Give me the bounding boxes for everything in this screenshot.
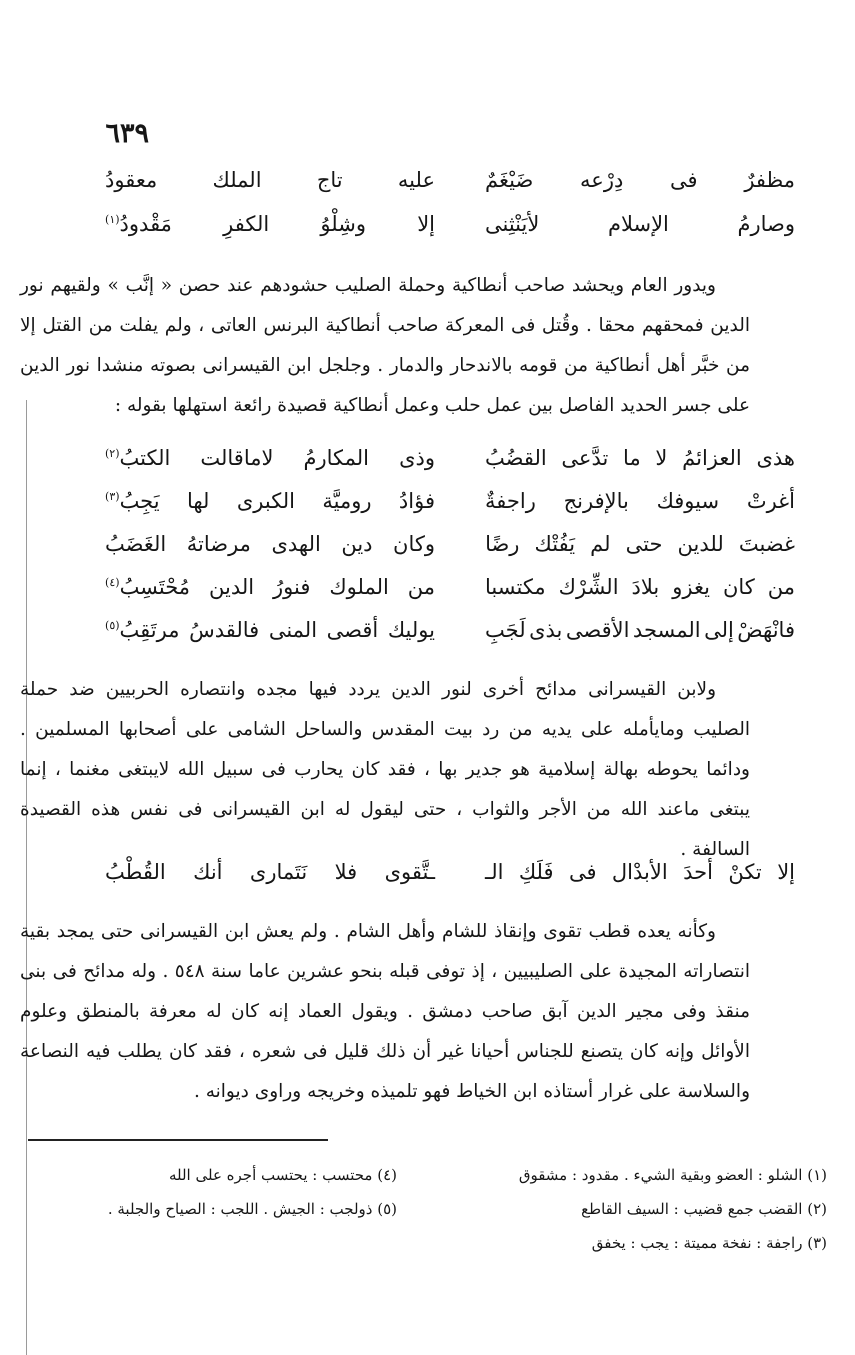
verse-word: المسجد: [632, 618, 701, 642]
verse-word: تدَّعى: [561, 446, 609, 470]
verse-word: إلا: [777, 860, 795, 884]
verse-word: من: [767, 575, 795, 599]
verse-word: فى: [568, 860, 597, 884]
footnote-item: (١) الشلو : العضو وبقية الشيء . مقدود : مشقوق: [518, 1166, 827, 1184]
verse-word: فَلَكِ: [518, 860, 554, 884]
verse-word: لأيَنْثِنى: [485, 212, 540, 236]
verse-word: وذى: [399, 446, 435, 470]
verse-word: تكنْ: [728, 860, 762, 884]
verse-word: فنورُ: [273, 575, 311, 599]
verse-word: الغَضَبُ: [105, 532, 167, 556]
verse-word: نَتَمارى: [249, 860, 308, 884]
verse-word: بلادَ: [631, 575, 660, 599]
poem-verse-line: [105, 532, 795, 566]
verse-word: مُحْتَسِبُ$^{(٤)}$: [105, 575, 191, 599]
verse-word: لم: [590, 532, 611, 556]
footnote-ref: (٣): [105, 490, 120, 503]
verse-word: أقصى: [326, 618, 379, 642]
paragraph-1: ويدور العام ويحشد صاحب أنطاكية وحملة الصليب حشودهم عند حصن « إنَّب » ولقيهم نور الدين فمحقهم محقا . وقُتل فى المعركة صاحب أنطاكية البرنس العاتى ، ولم يفلت من القتل إلا من خبَّر أهل أنطاكية من قومه بالاندحار والدمار . وجلجل ابن القيسرانى بصوته منشدا نور الدين على جسر الحديد الفاصل بين عمل حلب وعمل أنطاكية قصيدة رائعة استهلها بقوله :: [20, 275, 750, 416]
verse-word: أحدَ: [683, 860, 713, 884]
verse-word: يَفُتْك: [534, 532, 576, 556]
verse-word: الإسلام: [607, 212, 669, 236]
verse-second-hemistich: [105, 575, 435, 599]
verse-first-hemistich: [485, 860, 795, 884]
verse-word: وكان: [393, 532, 435, 556]
verse-word: الكتبُ$^{(٢)}$: [105, 446, 171, 470]
verse-word: لاماقالت: [200, 446, 274, 470]
verse-word: بالإفرنج: [563, 489, 629, 513]
verse-word: فانْهَضْ: [737, 618, 795, 642]
verse-word: الدين: [209, 575, 255, 599]
verse-word: لا: [655, 446, 668, 470]
verse-first-hemistich: [485, 168, 795, 192]
footnote-ref: (١): [105, 213, 120, 226]
footnote-ref: (٥): [105, 619, 120, 632]
opening-verse-line: [105, 212, 795, 246]
verse-word: رضًا: [485, 532, 520, 556]
verse-word: راجفةٌ: [485, 489, 536, 513]
verse-word: يغزو: [672, 575, 710, 599]
verse-word: يوليك: [387, 618, 435, 642]
verse-word: كان: [722, 575, 755, 599]
verse-word: روميَّة: [322, 489, 372, 513]
verse-word: عليه: [397, 168, 435, 192]
opening-verse-line: [105, 168, 795, 202]
footnote-rule: [28, 1139, 328, 1141]
verse-word: الكفرِ: [223, 212, 270, 236]
verse-second-hemistich: [105, 446, 435, 470]
verse-word: العزائمُ: [682, 446, 742, 470]
verse-word: القضُبُ: [485, 446, 547, 470]
verse-word: القُطْبُ: [105, 860, 166, 884]
footnotes-right-column: [437, 1158, 827, 1260]
verse-word: وشِلْوُ: [320, 212, 366, 236]
verse-word: فؤادُ: [398, 489, 435, 513]
verse-word: مظفرٌ: [744, 168, 795, 192]
verse-word: يَجِبُ$^{(٣)}$: [105, 489, 160, 513]
verse-word: الكبرى: [236, 489, 296, 513]
verse-second-hemistich: [105, 489, 435, 513]
verse-word: هذى: [756, 446, 795, 470]
verse-second-hemistich: [105, 532, 435, 556]
verse-word: الهدى: [271, 532, 321, 556]
verse-word: الملك: [212, 168, 262, 192]
verse-word: الأقصى: [565, 618, 630, 642]
verse-word: معقودُ: [105, 168, 158, 192]
footnotes-left-column: [37, 1158, 397, 1226]
footnote-item: (٤) محتسب : يحتسب أجره على الله: [168, 1166, 397, 1184]
verse-word: مَقْدودُ$^{(١)}$: [105, 212, 172, 236]
verse-first-hemistich: [485, 212, 795, 236]
single-verse-line: [105, 860, 795, 894]
poem-verse-line: [105, 575, 795, 609]
verse-word: المنى: [268, 618, 318, 642]
page-number: ٦٣٩: [105, 118, 149, 149]
verse-second-hemistich: [105, 618, 435, 642]
verse-word: للدين: [677, 532, 724, 556]
verse-first-hemistich: [485, 618, 795, 642]
verse-word: غضبتَ: [738, 532, 795, 556]
verse-word: ما: [623, 446, 641, 470]
verse-second-hemistich: [105, 168, 435, 192]
verse-word: الأبدْال: [611, 860, 668, 884]
verse-first-hemistich: [485, 532, 795, 556]
paragraph-2: ولابن القيسرانى مدائح أخرى لنور الدين يردد فيها مجده وانتصاره الحربيين ضد حملة الصليب ومايأمله على يديه من رد بيت المقدس والساحل الشامى على أصحابها المسلمين . ودائما يحوطه بهالة إسلامية هو جدير بها ، فقد كان يحارب فى سبيل الله لايبتغى مغنما ، إنما يبتغى ماعند الله من الأجر والثواب ، حتى ليقول له ابن القيسرانى فى نفس هذه القصيدة السالفة .: [20, 679, 750, 860]
verse-word: أغرتْ: [746, 489, 795, 513]
poem-verse-line: [105, 446, 795, 480]
verse-word: الملوك: [329, 575, 389, 599]
verse-word: لَجَبِ: [485, 618, 526, 642]
poem-verse-line: [105, 489, 795, 523]
verse-word: دين: [341, 532, 373, 556]
poem-verse-line: [105, 618, 795, 652]
verse-word: فالقدسُ: [189, 618, 260, 642]
verse-word: فلا: [334, 860, 358, 884]
footnote-ref: (٢): [105, 447, 120, 460]
verse-word: إلى: [704, 618, 734, 642]
verse-word: بذى: [529, 618, 563, 642]
verse-word: من: [407, 575, 435, 599]
verse-word: ـتَّقوى: [384, 860, 435, 884]
footnote-item: (٢) القضب جمع قضيب : السيف القاطع: [581, 1200, 827, 1218]
verse-word: سيوفك: [656, 489, 720, 513]
verse-word: دِرْعه: [580, 168, 624, 192]
verse-second-hemistich: [105, 860, 435, 884]
verse-word: الشِّرْك: [558, 575, 619, 599]
verse-first-hemistich: [485, 446, 795, 470]
verse-word: أنك: [193, 860, 223, 884]
verse-word: إلا: [417, 212, 435, 236]
verse-word: مرضاتهُ: [186, 532, 251, 556]
verse-word: لها: [186, 489, 210, 513]
verse-word: مكتسبا: [485, 575, 546, 599]
footnote-ref: (٤): [105, 576, 120, 589]
verse-word: تاج: [316, 168, 343, 192]
verse-first-hemistich: [485, 489, 795, 513]
verse-first-hemistich: [485, 575, 795, 599]
verse-word: حتى: [625, 532, 663, 556]
verse-word: فى: [670, 168, 698, 192]
paragraph-3: وكأنه يعده قطب تقوى وإنقاذ للشام وأهل الشام . ولم يعش ابن القيسرانى حتى يمجد بقية انتصاراته المجيدة على الصليبيين ، إذ توفى قبله بنحو عشرين عاما سنة ٥٤٨ . وله مدائح فى بنى منقذ وفى مجير الدين آبق صاحب دمشق . ويقول العماد إنه كان له معرفة بالمنطق وعلوم الأوائل وإنه كان يتصنع للجناس أحيانا غير أن ذلك قليل فى شعره ، فقد كان يطلب فيه النصاعة والسلاسة على غرار أستاذه ابن الخياط فهو تلميذه وخريجه وراوى ديوانه .: [20, 921, 750, 1102]
verse-word: مرتَقِبُ$^{(٥)}$: [105, 618, 180, 642]
footnote-item: (٥) ذولجب : الجيش . اللجب : الصياح والجلبة .: [107, 1200, 397, 1218]
margin-line: [26, 400, 27, 1355]
verse-word: ضَيْغَمٌ: [485, 168, 534, 192]
verse-word: المكارمُ: [303, 446, 370, 470]
verse-word: الـ: [485, 860, 504, 884]
verse-word: وصارمُ: [737, 212, 795, 236]
footnote-item: (٣) راجفة : نفخة مميتة : يجب : يخفق: [591, 1234, 827, 1252]
verse-second-hemistich: [105, 212, 435, 236]
